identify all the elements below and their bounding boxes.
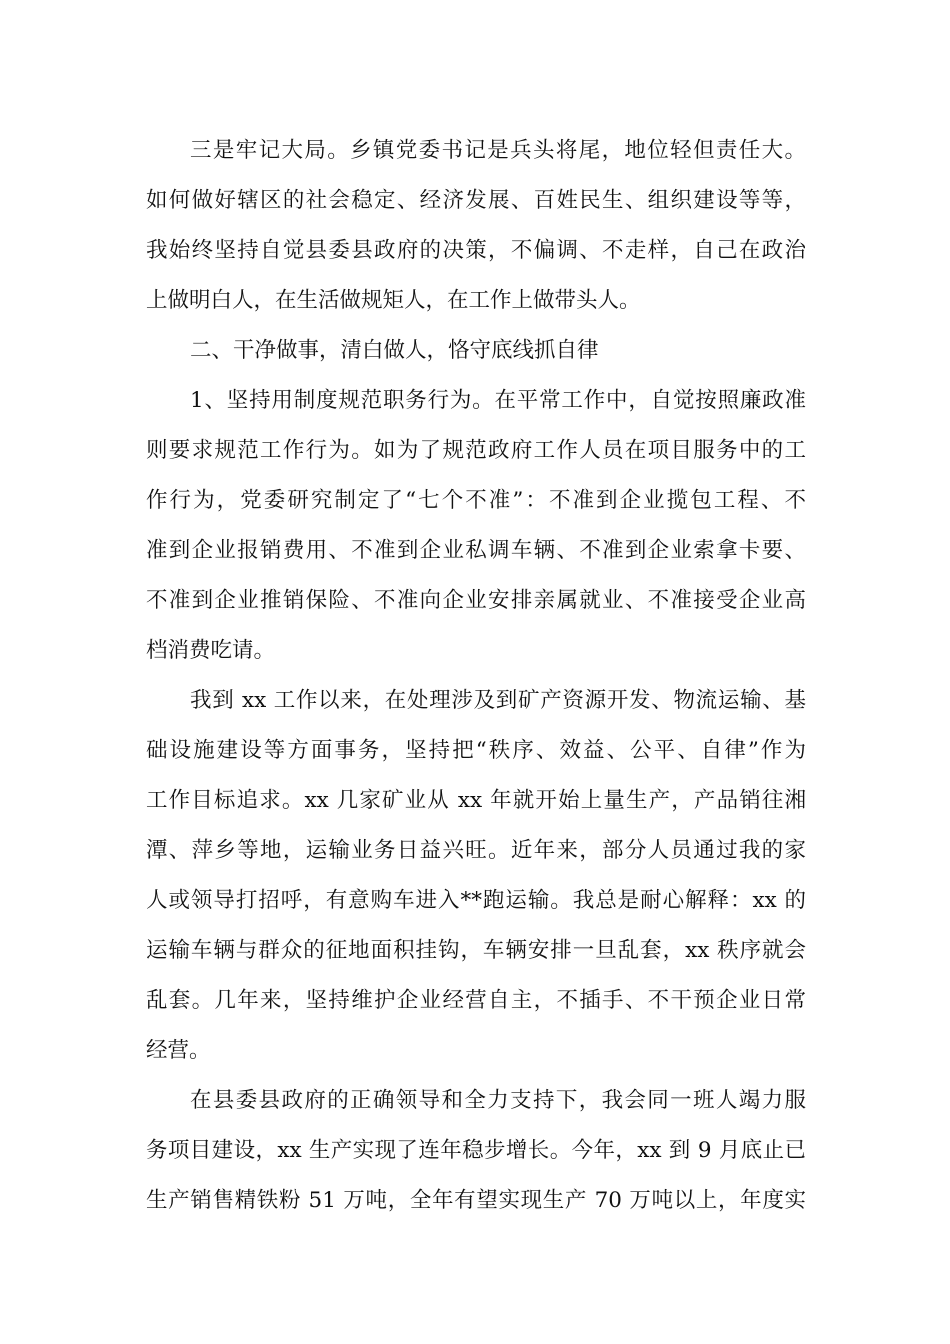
paragraph-2-line-4: 准到企业报销费用、不准到企业私调车辆、不准到企业索拿卡要、 xyxy=(146,538,806,563)
paragraph-1-line-2: 如何做好辖区的社会稳定、经济发展、百姓民生、组织建设等等， xyxy=(146,188,806,213)
paragraph-3-line-7: 乱套。几年来，坚持维护企业经营自主，不插手、不干预企业日常 xyxy=(146,988,806,1013)
paragraph-2-line-6: 档消费吃请。 xyxy=(146,638,276,663)
paragraph-2-line-3: 作行为，党委研究制定了“七个不准”：不准到企业揽包工程、不 xyxy=(146,488,806,513)
paragraph-4-line-3: 生产销售精铁粉 51 万吨，全年有望实现生产 70 万吨以上，年度实 xyxy=(146,1188,806,1213)
paragraph-2-line-5: 不准到企业推销保险、不准向企业安排亲属就业、不准接受企业高 xyxy=(146,588,806,613)
paragraph-4-line-1: 在县委县政府的正确领导和全力支持下，我会同一班人竭力服 xyxy=(190,1088,806,1113)
paragraph-3-line-3: 工作目标追求。xx 几家矿业从 xx 年就开始上量生产，产品销往湘 xyxy=(146,788,806,813)
paragraph-3-line-5: 人或领导打招呼，有意购车进入**跑运输。我总是耐心解释：xx 的 xyxy=(146,888,806,913)
section-heading: 二、干净做事，清白做人，恪守底线抓自律 xyxy=(190,338,599,363)
paragraph-2-line-1: 1、坚持用制度规范职务行为。在平常工作中，自觉按照廉政准 xyxy=(190,388,806,413)
paragraph-1-line-1: 三是牢记大局。乡镇党委书记是兵头将尾，地位轻但责任大。 xyxy=(190,138,806,163)
paragraph-3-line-8: 经营。 xyxy=(146,1038,211,1063)
paragraph-1-line-3: 我始终坚持自觉县委县政府的决策，不偏调、不走样，自己在政治 xyxy=(146,238,806,263)
paragraph-2-line-2: 则要求规范工作行为。如为了规范政府工作人员在项目服务中的工 xyxy=(146,438,806,463)
paragraph-3-line-4: 潭、萍乡等地，运输业务日益兴旺。近年来，部分人员通过我的家 xyxy=(146,838,806,863)
paragraph-1-line-4: 上做明白人，在生活做规矩人，在工作上做带头人。 xyxy=(146,288,641,313)
paragraph-3-line-1: 我到 xx 工作以来，在处理涉及到矿产资源开发、物流运输、基 xyxy=(190,688,806,713)
paragraph-3-line-6: 运输车辆与群众的征地面积挂钩，车辆安排一旦乱套，xx 秩序就会 xyxy=(146,938,806,963)
paragraph-3-line-2: 础设施建设等方面事务，坚持把“秩序、效益、公平、自律”作为 xyxy=(146,738,806,763)
paragraph-4-line-2: 务项目建设，xx 生产实现了连年稳步增长。今年，xx 到 9 月底止已 xyxy=(146,1138,806,1163)
